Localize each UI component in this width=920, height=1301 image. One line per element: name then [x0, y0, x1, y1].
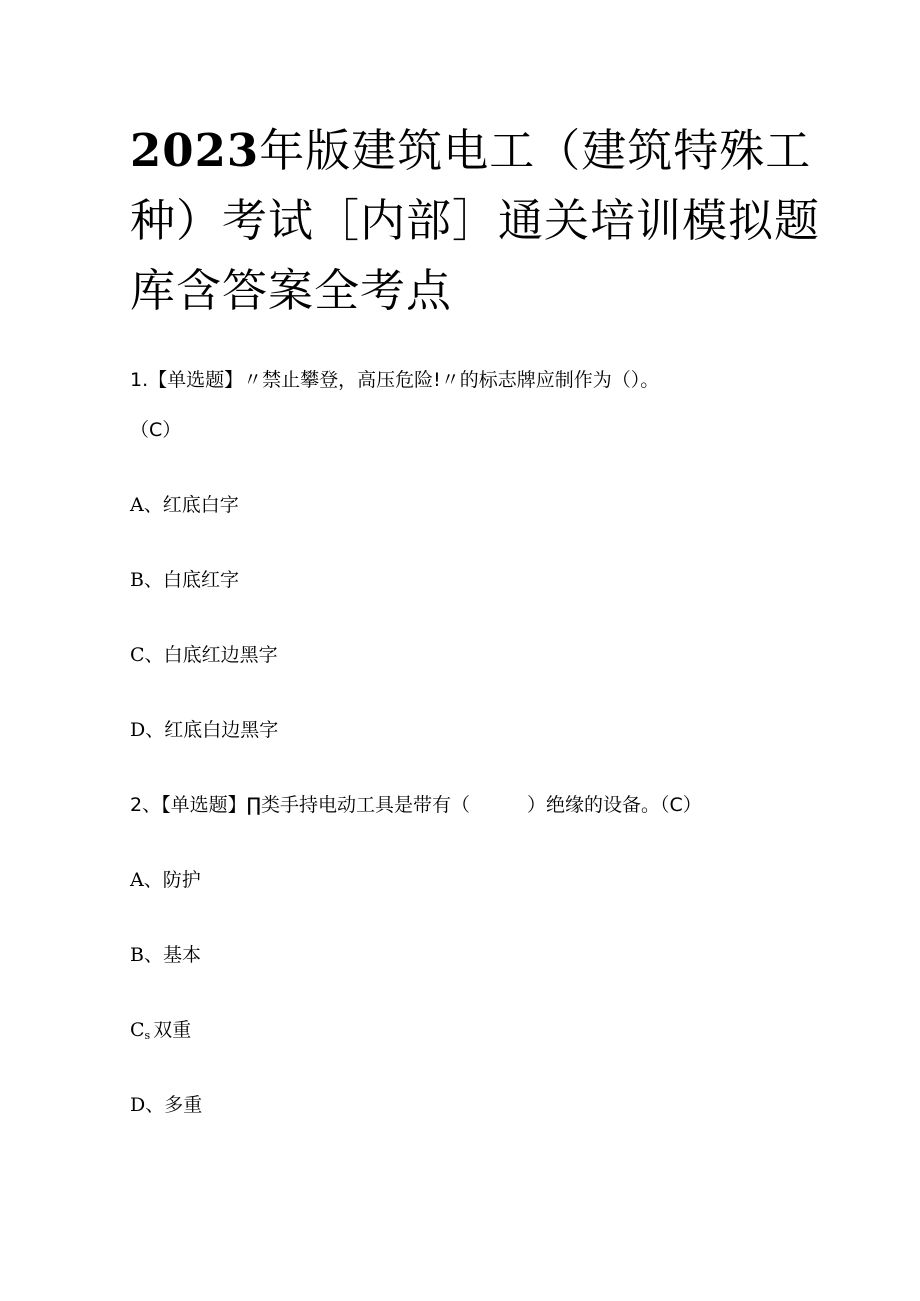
question-1-option-a: A、红底白字 — [130, 494, 239, 516]
question-1-option-c: C、白底红边黑字 — [130, 644, 278, 666]
title-line-1-text: 年版建筑电工（建筑特殊工 — [259, 124, 812, 177]
question-1-option-d: D、红底白边黑字 — [130, 719, 279, 741]
question-1-stem: 1.【单选题】〃禁止攀登，高压危险!〃的标志牌应制作为（）。 — [130, 369, 660, 391]
question-1-option-b: B、白底红字 — [130, 569, 239, 591]
question-2-option-c: Cs 双重 — [130, 1019, 192, 1042]
question-1-stem-answer: （C） — [130, 419, 182, 441]
question-2-option-d: D、多重 — [130, 1094, 203, 1116]
question-2-stem: 2、【单选题】∏类手持电动工具是带有（ ）绝缘的设备。（C） — [130, 794, 702, 816]
title-year: 2023 — [130, 124, 260, 177]
document-title-line-1 — [130, 124, 812, 177]
document-title-line-2: 种）考试［内部］通关培训模拟题 — [130, 194, 821, 247]
question-2-option-b: B、基本 — [130, 944, 201, 966]
document-title-line-3: 库含答案全考点 — [130, 264, 453, 317]
question-2-option-a: A、防护 — [130, 869, 201, 891]
